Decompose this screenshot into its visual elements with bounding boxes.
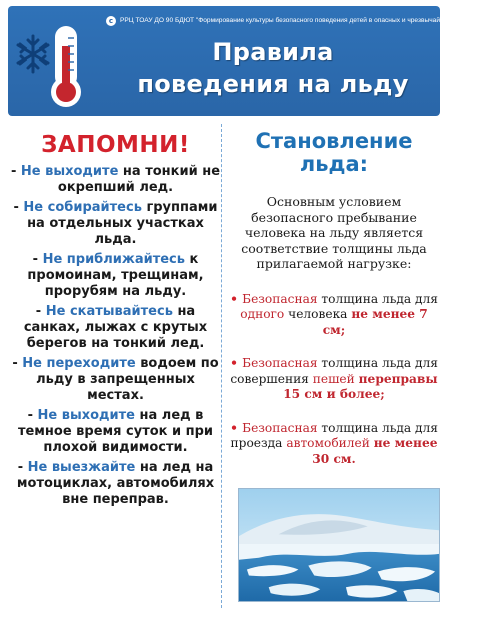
rule-dash: - — [35, 304, 46, 319]
condition-text: толщина льда для проезда — [230, 420, 438, 450]
header-banner — [8, 6, 487, 116]
rule-item — [10, 460, 221, 508]
remember-heading: ЗАПОМНИ! — [41, 132, 190, 158]
condition-item — [230, 421, 438, 468]
condition-text: толщина льда для — [317, 291, 438, 306]
rule-text: на тонкий не окрепший лед. — [57, 164, 221, 195]
condition-emphasis: автомобилей — [286, 436, 370, 450]
rule-item — [10, 252, 221, 300]
bullet-icon: • — [230, 420, 243, 435]
condition-safe-word: Безопасная — [242, 420, 318, 435]
copyright-symbol: c — [106, 16, 116, 26]
rule-dash: - — [10, 164, 21, 179]
rule-prohibition: Не переходите — [22, 356, 136, 371]
thermometer-icon — [38, 24, 94, 110]
rule-item — [10, 408, 221, 456]
bullet-icon: • — [230, 291, 243, 306]
rule-prohibition: Не выезжайте — [27, 460, 136, 475]
ice-intro-text: Основным условием безопасного пребывание человека на льду является соответствие толщины льда прилагаемой нагрузке: — [241, 194, 427, 271]
page-title — [110, 36, 436, 100]
rule-prohibition: Не собирайтесь — [23, 200, 142, 215]
ice-formation-heading: Становление льда: — [255, 129, 413, 176]
condition-emphasis: одного — [240, 307, 285, 321]
title-line-1: Правила — [212, 38, 334, 66]
rule-item — [10, 164, 221, 196]
rule-dash: - — [17, 460, 28, 475]
title-line-2: поведения на льду — [137, 70, 409, 98]
rule-dash: - — [32, 252, 43, 267]
bullet-icon: • — [230, 356, 243, 370]
condition-item — [230, 356, 438, 403]
condition-value: не менее 7 см; — [322, 307, 428, 337]
rule-prohibition: Не выходите — [20, 164, 119, 179]
rule-dash: - — [13, 200, 24, 215]
rules-column — [10, 124, 222, 608]
source-credit: РРЦ ТОАУ ДО 90 БДЮТ "Формирование культуры безопасного поведения детей в опасных и чрезвычайных ситуациях" — [120, 17, 487, 24]
ice-thickness-conditions — [228, 292, 440, 468]
condition-value: переправы 15 см и более; — [283, 371, 438, 401]
condition-safe-word: Безопасная — [242, 356, 318, 370]
rules-list — [10, 164, 221, 508]
condition-safe-word: Безопасная — [242, 291, 318, 306]
rule-text: группами на отдельных участках льда. — [27, 200, 218, 247]
rule-dash: - — [27, 408, 38, 423]
condition-text: человека — [284, 307, 352, 321]
rule-text: на лед в темное время суток и при плохой видимости. — [17, 408, 214, 455]
rule-text: водоем по льду в запрещенных местах. — [36, 356, 219, 403]
rule-item — [10, 200, 221, 248]
condition-text: толщина льда для совершения — [230, 356, 438, 386]
ice-formation-column — [228, 124, 440, 608]
rule-item — [10, 356, 221, 404]
rule-item — [10, 304, 221, 352]
rule-text: к промоинам, трещинам, прорубям на льду. — [27, 252, 204, 299]
condition-emphasis: пешей — [312, 371, 355, 386]
condition-item — [230, 292, 438, 339]
ice-floes-picture — [238, 488, 440, 602]
rule-text: на санках, лыжах с крутых берегов на тонкий лед. — [23, 304, 208, 351]
rule-text: на лед на мотоциклах, автомобилях вне переправ. — [16, 460, 215, 507]
rule-prohibition: Не скатывайтесь — [45, 304, 173, 319]
rule-prohibition: Не приближайтесь — [42, 252, 185, 267]
rule-prohibition: Не выходите — [37, 408, 135, 423]
rule-dash: - — [12, 356, 23, 371]
condition-value: не менее 30 см. — [312, 436, 438, 466]
